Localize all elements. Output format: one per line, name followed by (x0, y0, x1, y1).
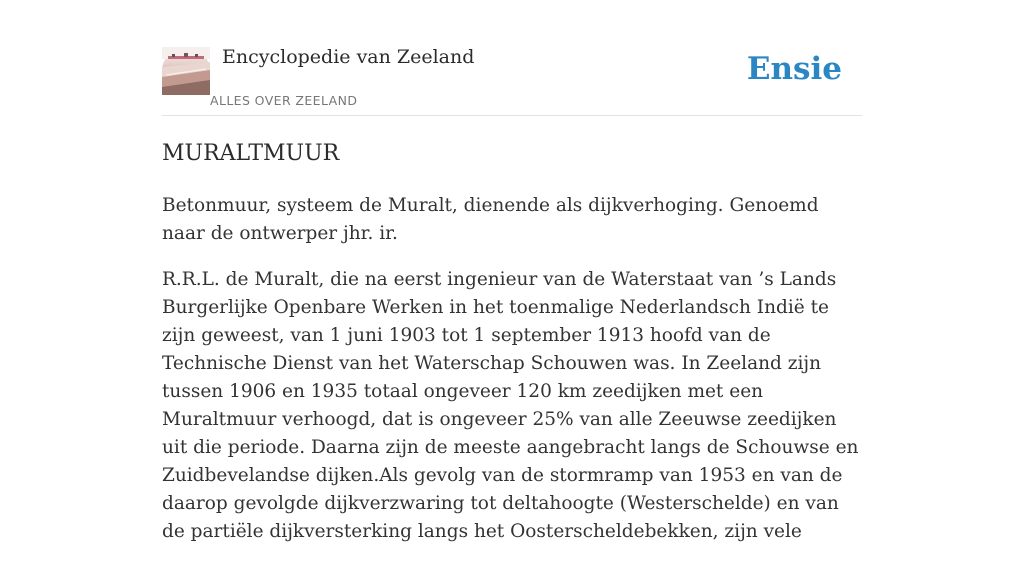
article-body (162, 192, 862, 564)
site-tagline: ALLES OVER ZEELAND (210, 93, 358, 108)
zeeland-photo-icon[interactable] (162, 47, 210, 95)
avatar-photo (162, 47, 210, 95)
site-title[interactable]: Encyclopedie van Zeeland (222, 46, 475, 68)
page-title: MURALTMUUR (162, 141, 340, 166)
article-paragraph: R.R.L. de Muralt, die na eerst ingenieur van de Waterstaat van ’s Lands Burgerlijke Openbare Werken in het toenmalige Nederlandsch Indië te zijn geweest, van 1 juni 1903 tot 1 september 1913 hoofd van de Technische Dienst van het Waterschap Schouwen was. In Zeeland zijn tussen 1906 en 1935 totaal ongeveer 120 km zeedijken met een Muraltmuur verhoogd, dat is ongeveer 25% van alle Zeeuwse zeedijken uit die periode. Daarna zijn de meeste aangebracht langs de Schouwse en Zuidbevelandse dijken.Als gevolg van de stormramp van 1953 en van de daarop gevolgde dijkverzwaring tot deltahoogte (Westerschelde) en van de partiële dijkversterking langs het Oosterscheldebekken, zijn vele (162, 269, 859, 542)
article-paragraph: Betonmuur, systeem de Muralt, dienende als dijkverhoging. Genoemd naar de ontwerper jhr. ir. (162, 195, 819, 244)
site-header (162, 44, 862, 116)
ensie-logo[interactable]: Ensie (746, 51, 842, 87)
